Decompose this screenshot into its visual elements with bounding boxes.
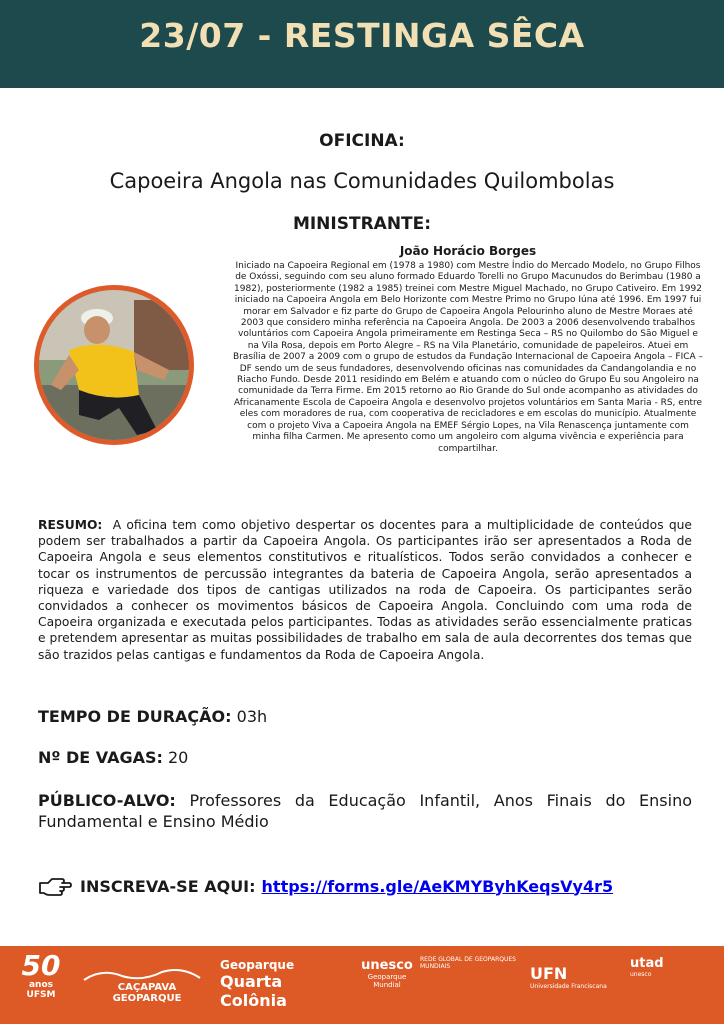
utad-logo bbox=[630, 956, 716, 978]
oficina-label: OFICINA: bbox=[319, 131, 405, 151]
publico-value: Professores da Educação Infantil, Anos Finais do Ensino Fundamental e Ensino Médio bbox=[38, 791, 692, 831]
instructor-name: João Horácio Borges bbox=[399, 244, 537, 258]
inscreva-row bbox=[38, 873, 698, 899]
unesco-sub: Geoparque Mundial bbox=[367, 973, 407, 989]
unesco-logo bbox=[356, 958, 418, 989]
vagas-value: 20 bbox=[167, 748, 189, 767]
inscreva-label: INSCREVA-SE AQUI: bbox=[80, 876, 256, 896]
publico-label: PÚBLICO-ALVO: bbox=[38, 791, 176, 810]
registration-link[interactable]: https://forms.gle/AeKMYByhKeqsVy4r5 bbox=[261, 876, 614, 896]
cacapava-text: CAÇAPAVA GEOPARQUE bbox=[112, 982, 182, 1004]
vagas-label: Nº DE VAGAS: bbox=[38, 748, 163, 767]
instructor-photo bbox=[34, 285, 194, 445]
ministrante-label: MINISTRANTE: bbox=[292, 214, 432, 234]
geoparque-bottom: Quarta Colônia bbox=[220, 972, 287, 1010]
utad-unesco: unesco bbox=[630, 971, 652, 978]
ufn-text: UFN bbox=[530, 964, 568, 983]
duracao-info bbox=[38, 707, 692, 726]
ufsm-50-anos-logo bbox=[14, 949, 68, 1000]
resumo-label: RESUMO: bbox=[38, 518, 103, 532]
pointing-hand-icon bbox=[38, 873, 72, 899]
resumo-section bbox=[38, 517, 692, 663]
instructor-bio: Iniciado na Capoeira Regional em (1978 a 1980) com Mestre Índio do Mercado Modelo, no Grupo Filhos de Oxóssi, seguindo com seu aluno formado Eduardo Torelli no Grupo Macunudos do Berimbau (1980 a 1982), posteriormente (1982 a 1985) treinei com Mestre Miguel Machado, no Grupo Cativeiro. Em 1992 iniciado na Capoeira Angola em Belo Horizonte com Mestre Primo no Grupo Iúna até 1996. Em 1997 fui morar em Salvador e fiz parte do Grupo de Capoeira Angola Pelourinho aluno de Mestre Moraes até 2003 que considero minha referência na Capoeira Angola. De 2003 a 2006 desenvolvendo trabalhos voluntários com Capoeira Angola primeiramente em Restinga Seca – RS no Quilombo do São Miguel e na Vila Rosa, depois em Porto Alegre – RS na Vila Planetário, comunidade de papeleiros. Atuei em Brasília de 2007 a 2009 com o grupo de estudos da Fundação Internacional de Capoeira Angola – FICA – DF sendo um de seus fundadores, desenvolvendo oficinas nas comunidades da Candangolandia e no Riacho Fundo. Desde 2011 residindo em Belém e atuando com o núcleo do Grupo Eu sou Angoleiro na comunidade da Terra Firme. Em 2015 retorno ao Rio Grande do Sul onde acompanho as atividades do Africanamente Escola de Capoeira Angola e desenvolvo projetos voluntários em Santa Maria - RS, entre eles com moradores de rua, com cooperativa de recicladores e em escolas do município. Atualmente com o projeto Viva a Capoeira Angola na EMEF Sérgio Lopes, na Vila Renascença juntamente com minha filha Carmen. Me apresento como um angoleiro com alguma vivência e experiência para compartilhar. bbox=[232, 261, 704, 454]
geoparque-quarta-colonia-logo bbox=[220, 958, 350, 1010]
duracao-value: 03h bbox=[236, 707, 268, 726]
duracao-label: TEMPO DE DURAÇÃO: bbox=[38, 707, 232, 726]
utad-text: utad bbox=[630, 956, 664, 971]
geoparque-top: Geoparque bbox=[220, 958, 295, 972]
cacapava-geoparque-logo bbox=[82, 966, 212, 1004]
global-geoparks-logo bbox=[420, 956, 524, 970]
ufn-sub: Universidade Franciscana bbox=[530, 983, 607, 990]
logo-50-anos: anos bbox=[28, 980, 54, 990]
instructor-photo-illustration bbox=[39, 290, 189, 440]
publico-info bbox=[38, 790, 692, 832]
workshop-title: Capoeira Angola nas Comunidades Quilombolas bbox=[109, 169, 615, 193]
unesco-text: unesco bbox=[361, 958, 413, 973]
logo-50-number: 50 bbox=[21, 949, 61, 982]
footer-logos bbox=[0, 946, 724, 1024]
vagas-info bbox=[38, 748, 692, 767]
mountain-wave-icon bbox=[82, 966, 202, 982]
page-title: 23/07 - RESTINGA SÊCA bbox=[139, 16, 585, 55]
header-banner bbox=[0, 0, 724, 88]
ufn-logo bbox=[530, 964, 620, 990]
global-geoparks-text: REDE GLOBAL DE GEOPARQUES MUNDIAIS bbox=[420, 956, 516, 970]
logo-50-org: UFSM bbox=[26, 990, 56, 1000]
resumo-text: A oficina tem como objetivo despertar os docentes para a multiplicidade de conteúdos que podem ser trabalhados a partir da Capoeira Angola. Os participantes irão ser apresentados a Roda de Capoeira Angola e seus elementos constitutivos e ritualísticos. Todos serão convidados a conhecer e tocar os instrumentos de percussão integrantes da bateria de Capoeira Angola, serão apresentados a riqueza e variedade dos tipos de cantigas utilizados na roda de Capoeira. Os participantes serão convidados a conhecer os movimentos básicos de Capoeira Angola. Concluindo com uma roda de Capoeira organizada e executada pelos participantes. Todas as atividades serão essencialmente praticas e pretendem apresentar as muitas possibilidades de trabalho em sala de aula decorrentes dos temas que são trazidos pelas cantigas e fundamentos da Roda de Capoeira Angola. bbox=[38, 518, 692, 662]
